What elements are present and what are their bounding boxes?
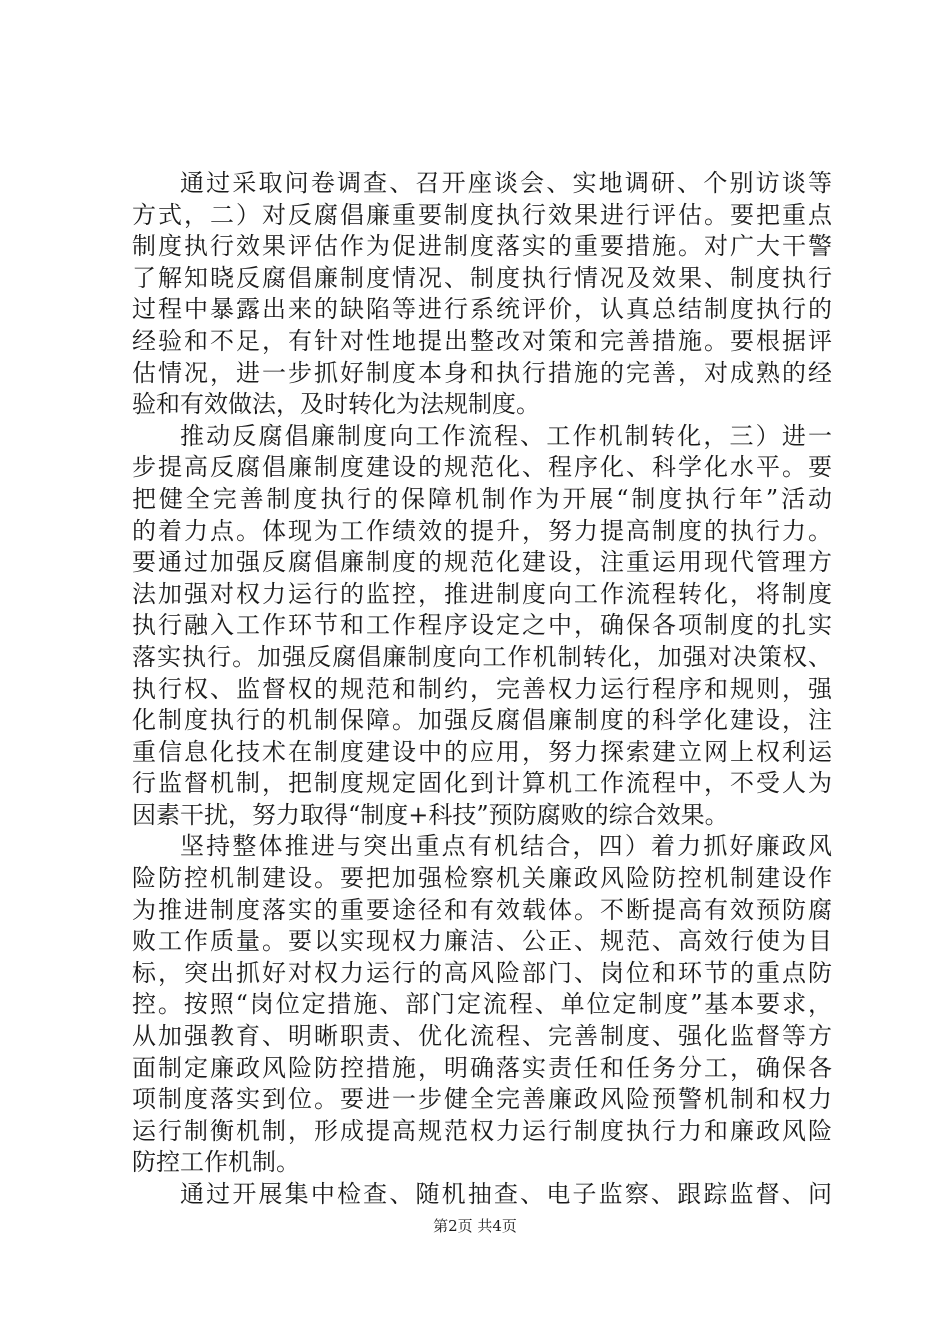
- text-line: 从加强教育、明晰职责、优化流程、完善制度、强化监督等方: [132, 1022, 832, 1051]
- text-line: 坚持整体推进与突出重点有机结合，四）着力抓好廉政风: [180, 832, 832, 861]
- text-line: 制度执行效果评估作为促进制度落实的重要措施。对广大干警: [132, 232, 832, 261]
- text-line: 防控工作机制。: [132, 1148, 300, 1177]
- text-line: 通过采取问卷调查、召开座谈会、实地调研、个别访谈等: [180, 169, 832, 197]
- text-line: 项制度落实到位。要进一步健全完善廉政风险预警机制和权力: [132, 1085, 832, 1114]
- text-line: 执行融入工作环节和工作程序设定之中，确保各项制度的扎实: [132, 611, 832, 640]
- text-line: 标，突出抓好对权力运行的高风险部门、岗位和环节的重点防: [132, 958, 832, 987]
- text-line: 把健全完善制度执行的保障机制作为开展“制度执行年”活动: [132, 484, 832, 513]
- text-line: 要通过加强反腐倡廉制度的规范化建设，注重运用现代管理方: [132, 548, 832, 577]
- text-line: 控。按照“岗位定措施、部门定流程、单位定制度”基本要求，: [132, 990, 832, 1019]
- text-line: 推动反腐倡廉制度向工作流程、工作机制转化，三）进一: [180, 421, 832, 450]
- text-line: 面制定廉政风险防控措施，明确落实责任和任务分工，确保各: [132, 1053, 832, 1082]
- document-body: [132, 168, 832, 1211]
- paragraph: [132, 831, 832, 1179]
- text-line: 步提高反腐倡廉制度建设的规范化、程序化、科学化水平。要: [132, 453, 832, 482]
- text-line: 执行权、监督权的规范和制约，完善权力运行程序和规则，强: [132, 674, 832, 703]
- text-line: 的着力点。体现为工作绩效的提升，努力提高制度的执行力。: [132, 516, 832, 545]
- text-line: 化制度执行的机制保障。加强反腐倡廉制度的科学化建设，注: [132, 706, 832, 735]
- text-line: 险防控机制建设。要把加强检察机关廉政风险防控机制建设作: [132, 864, 832, 893]
- text-line: 过程中暴露出来的缺陷等进行系统评价，认真总结制度执行的: [132, 295, 832, 324]
- paragraph: [132, 168, 832, 421]
- text-line: 行监督机制，把制度规定固化到计算机工作流程中，不受人为: [132, 769, 832, 798]
- text-line: 因素干扰，努力取得“制度+科技”预防腐败的综合效果。: [132, 800, 729, 829]
- text-line: 法加强对权力运行的监控，推进制度向工作流程转化，将制度: [132, 579, 832, 608]
- text-line: 估情况，进一步抓好制度本身和执行措施的完善，对成熟的经: [132, 358, 832, 387]
- text-line: 为推进制度落实的重要途径和有效载体。不断提高有效预防腐: [132, 895, 832, 924]
- page-footer: [0, 1216, 950, 1236]
- text-line: 败工作质量。要以实现权力廉洁、公正、规范、高效行使为目: [132, 927, 832, 956]
- text-line: 运行制衡机制，形成提高规范权力运行制度执行力和廉政风险: [132, 1116, 832, 1145]
- paragraph: [132, 421, 832, 832]
- text-line: 验和有效做法，及时转化为法规制度。: [132, 390, 540, 419]
- text-line: 了解知晓反腐倡廉制度情况、制度执行情况及效果、制度执行: [132, 263, 832, 292]
- text-line: 通过开展集中检查、随机抽查、电子监察、跟踪监督、问: [180, 1180, 832, 1208]
- text-line: 落实执行。加强反腐倡廉制度向工作机制转化，加强对决策权、: [132, 642, 832, 671]
- page-number-label: 第2页 共4页: [433, 1217, 517, 1235]
- text-line: 方式，二）对反腐倡廉重要制度执行效果进行评估。要把重点: [132, 200, 832, 229]
- paragraph: [132, 1179, 832, 1211]
- text-line: 经验和不足，有针对性地提出整改对策和完善措施。要根据评: [132, 326, 832, 355]
- text-line: 重信息化技术在制度建设中的应用，努力探索建立网上权利运: [132, 737, 832, 766]
